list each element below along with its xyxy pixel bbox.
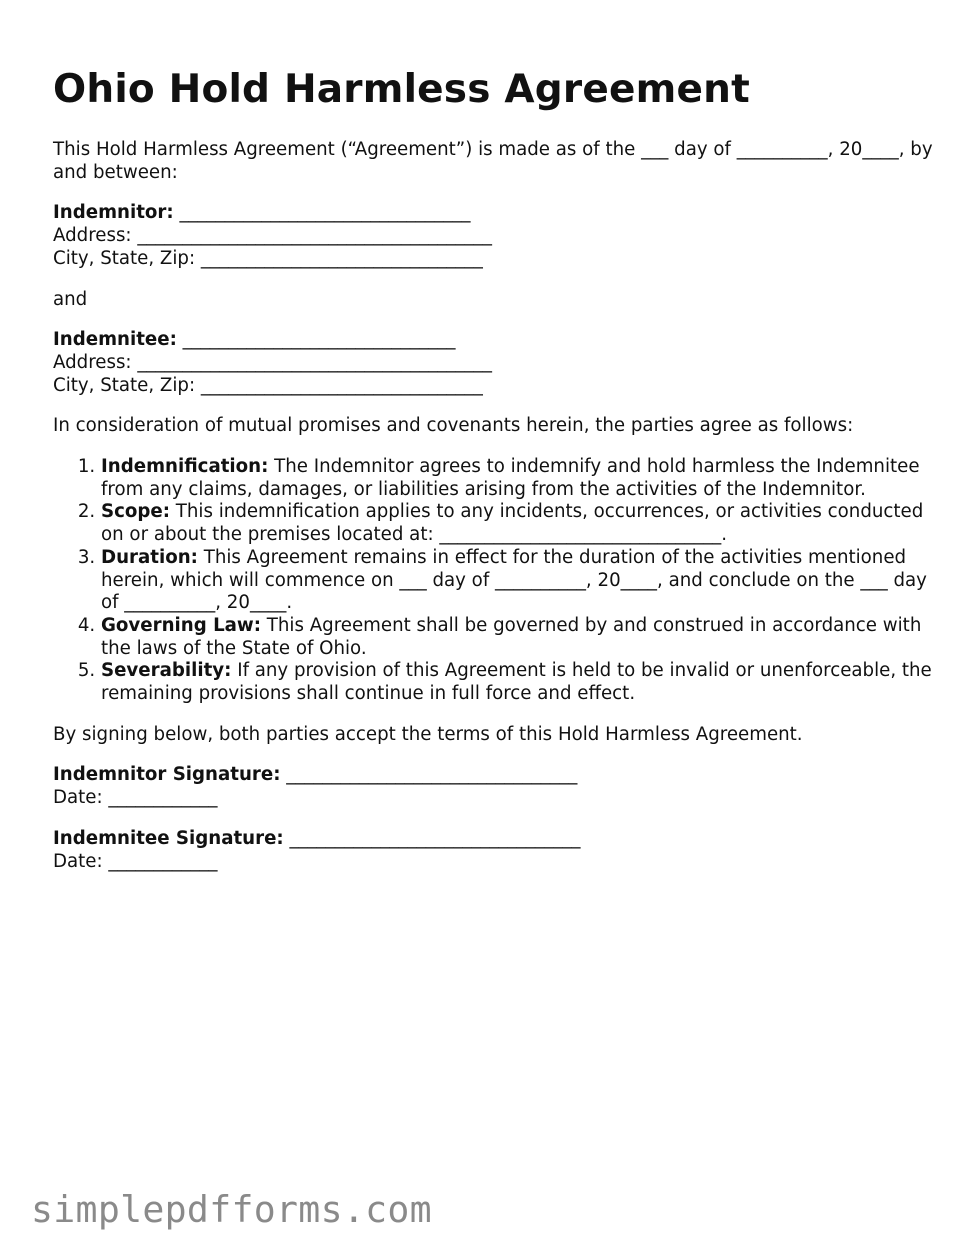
clause-item xyxy=(101,615,933,660)
indemnitee-signature-line xyxy=(53,828,933,851)
consideration-paragraph: In consideration of mutual promises and covenants herein, the parties agree as follows: xyxy=(53,415,854,437)
indemnitor-name-blank[interactable]: ________________________________ xyxy=(179,202,471,224)
clause-text: If any provision of this Agreement is held to be invalid or unenforceable, the remaining provisions shall continue in full force and effect. xyxy=(101,660,932,705)
clause-title: Severability: xyxy=(101,660,232,682)
indemnitor-signature-label: Indemnitor Signature: xyxy=(53,764,281,786)
indemnitee-name-blank[interactable]: ______________________________ xyxy=(182,329,456,351)
clause-list xyxy=(53,456,933,706)
clause-item xyxy=(101,456,933,501)
indemnitor-name-line xyxy=(53,202,933,225)
clause-item xyxy=(101,501,933,546)
indemnitor-block xyxy=(53,202,933,270)
clause-title: Indemnification: xyxy=(101,456,269,478)
indemnitee-signature-blank[interactable]: ________________________________ xyxy=(289,827,581,849)
clause-text: This Agreement shall be governed by and construed in accordance with the laws of the State of Ohio. xyxy=(101,614,922,659)
indemnitee-city-line[interactable]: City, State, Zip: _______________________________ xyxy=(53,374,483,396)
indemnitor-signature-block xyxy=(53,764,933,809)
watermark: simplepdfforms.com xyxy=(31,1188,432,1231)
clause-text: This indemnification applies to any incidents, occurrences, or activities conducted on or about the premises located at: _______________________________. xyxy=(101,501,924,546)
indemnitor-address-line[interactable]: Address: _______________________________________ xyxy=(53,225,492,247)
clause-text: This Agreement remains in effect for the duration of the activities mentioned herein, which will commence on ___ day of __________, 20____, and conclude on the ___ day of __________, 20____. xyxy=(101,546,927,614)
and-text: and xyxy=(53,288,88,310)
indemnitor-date-line[interactable]: Date: ____________ xyxy=(53,787,218,809)
indemnitee-address-line[interactable]: Address: _______________________________________ xyxy=(53,351,492,373)
indemnitor-signature-blank[interactable]: ________________________________ xyxy=(286,764,578,786)
indemnitee-signature-block xyxy=(53,828,933,873)
clause-title: Governing Law: xyxy=(101,614,262,636)
closing-paragraph: By signing below, both parties accept the terms of this Hold Harmless Agreement. xyxy=(53,723,803,745)
document-title: Ohio Hold Harmless Agreement xyxy=(53,67,750,112)
indemnitee-label: Indemnitee: xyxy=(53,329,177,351)
clause-title: Scope: xyxy=(101,501,171,523)
agreement-page xyxy=(53,64,933,891)
indemnitee-signature-label: Indemnitee Signature: xyxy=(53,827,284,849)
indemnitor-label: Indemnitor: xyxy=(53,202,174,224)
indemnitee-block xyxy=(53,329,933,397)
clause-item xyxy=(101,660,933,705)
intro-paragraph: This Hold Harmless Agreement (“Agreement”) is made as of the ___ day of __________, 20____, by and between: xyxy=(53,139,933,183)
clause-title: Duration: xyxy=(101,546,198,568)
clause-item xyxy=(101,547,933,615)
indemnitee-name-line xyxy=(53,329,933,352)
indemnitor-signature-line xyxy=(53,764,933,787)
indemnitee-date-line[interactable]: Date: ____________ xyxy=(53,850,218,872)
indemnitor-city-line[interactable]: City, State, Zip: _______________________________ xyxy=(53,247,483,269)
clause-text: The Indemnitor agrees to indemnify and hold harmless the Indemnitee from any claims, damages, or liabilities arising from the activities of the Indemnitor. xyxy=(101,456,920,500)
